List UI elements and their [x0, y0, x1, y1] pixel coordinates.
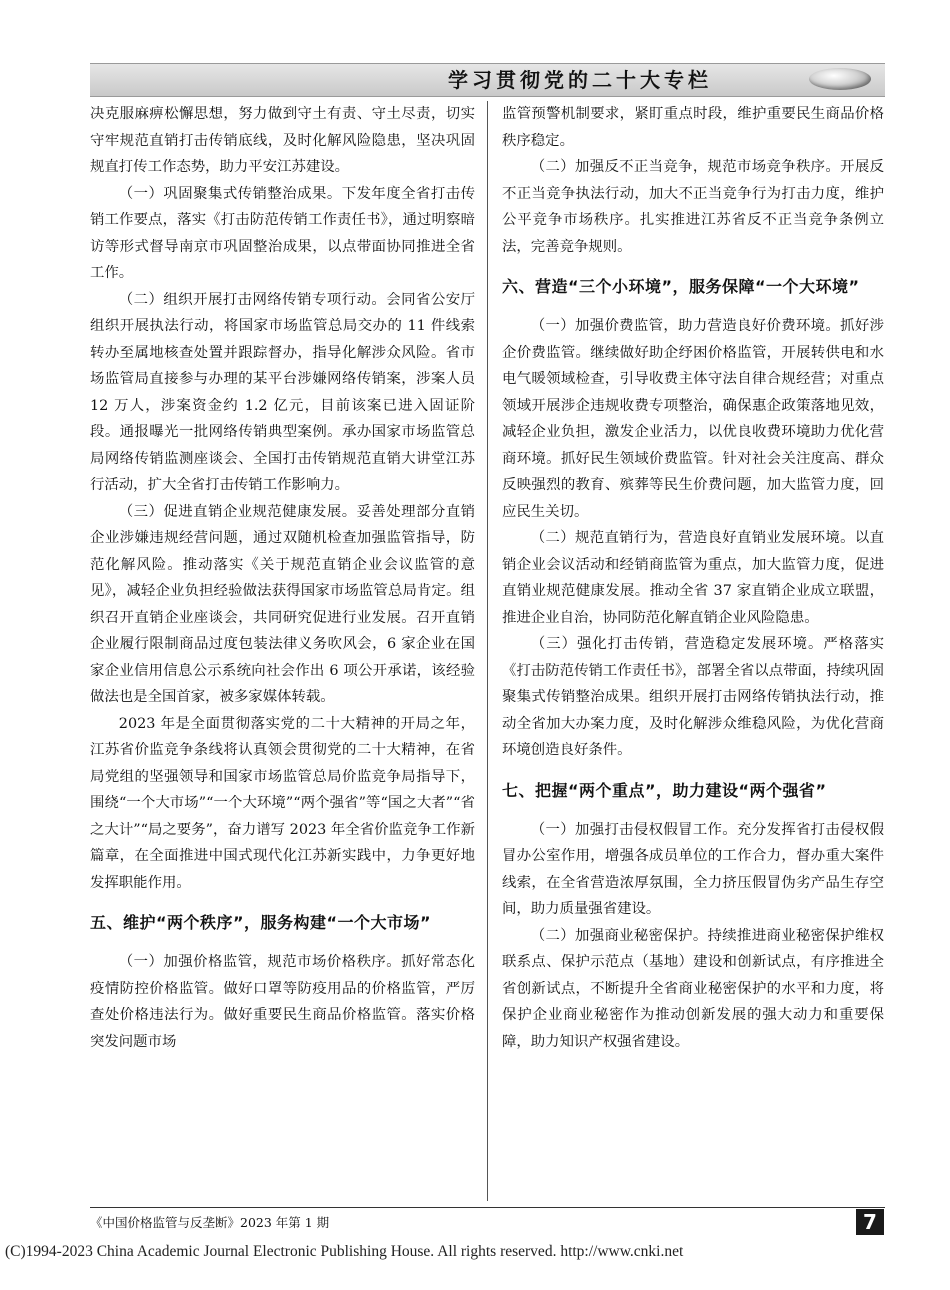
- oval-ornament-icon: [809, 68, 871, 90]
- column-header-banner: [90, 63, 885, 97]
- paragraph: （二）加强商业秘密保护。持续推进商业秘密保护维权联系点、保护示范点（基地）建设和创新试点，有序推进全省创新试点，不断提升全省商业秘密保护的水平和力度，将保护企业商业秘密作为推动创新发展的强大动力和重要保障，助力知识产权强省建设。: [502, 927, 884, 1050]
- paragraph: （一）加强价格监管，规范市场价格秩序。抓好常态化疫情防控价格监管。做好口罩等防疫用品的价格监管，严厉查处价格违法行为。做好重要民生商品价格监管。落实价格突发问题市场: [90, 954, 475, 1050]
- column-divider: [487, 101, 488, 1201]
- section-heading-7: 七、把握“两个重点”，助力建设“两个强省”: [502, 780, 827, 800]
- column-title: 学习贯彻党的二十大专栏: [448, 68, 712, 92]
- paragraph: 2023 年是全面贯彻落实党的二十大精神的开局之年，江苏省价监竞争条线将认真领会贯彻党的二十大精神，在省局党组的坚强领导和国家市场监管总局价监竞争局指导下，围绕“一个大市场”“一个大环境”“两个强省”等“国之大者”“省之大计”“局之要务”，奋力谱写 2023 年全省价监竞争工作新篇章，在全面推进中国式现代化江苏新实践中，力争更好地发挥职能作用。: [90, 715, 475, 891]
- page-number: 7: [856, 1209, 884, 1235]
- footer-rule: [90, 1207, 885, 1208]
- copyright-notice: (C)1994-2023 China Academic Journal Electronic Publishing House. All rights reserved. http://www.cnki.net: [5, 1243, 684, 1260]
- section-heading-5: 五、维护“两个秩序”，服务构建“一个大市场”: [90, 913, 432, 932]
- paragraph: （二）组织开展打击网络传销专项行动。会同省公安厅组织开展执法行动，将国家市场监管总局交办的 11 件线索转办至属地核查处置并跟踪督办，指导化解涉众风险。省市场监管局直接参与办理的某平台涉嫌网络传销案，涉案人员 12 万人，涉案资金约 1.2 亿元，目前该案已进入固证阶段。通报曝光一批网络传销典型案例。承办国家市场监管总局网络传销监测座谈会、全国打击传销规范直销大讲堂江苏行活动，扩大全省打击传销工作影响力。: [90, 291, 475, 493]
- paragraph: （三）促进直销企业规范健康发展。妥善处理部分直销企业涉嫌违规经营问题，通过双随机检查加强监管指导，防范化解风险。推动落实《关于规范直销企业会议监管的意见》，减轻企业负担经验做法获得国家市场监管总局肯定。组织召开直销企业座谈会，共同研究促进行业发展。召开直销企业履行限制商品过度包装法律义务吹风会，6 家企业在国家企业信用信息公示系统向社会作出 6 项公开承诺，该经验做法也是全国首家，被多家媒体转载。: [90, 503, 475, 705]
- paragraph: 监管预警机制要求，紧盯重点时段，维护重要民生商品价格秩序稳定。: [502, 106, 884, 149]
- paragraph: （一）巩固聚集式传销整治成果。下发年度全省打击传销工作要点，落实《打击防范传销工作责任书》，通过明察暗访等形式督导南京市巩固整治成果，以点带面协同推进全省工作。: [90, 185, 475, 281]
- journal-citation: 《中国价格监管与反垄断》2023 年第 1 期: [90, 1215, 330, 1230]
- paragraph: （一）加强打击侵权假冒工作。充分发挥省打击侵权假冒办公室作用，增强各成员单位的工作合力，督办重大案件线索，在全省营造浓厚氛围，全力挤压假冒伪劣产品生存空间，助力质量强省建设。: [502, 821, 884, 917]
- section-heading-6: 六、营造“三个小环境”，服务保障“一个大环境”: [502, 277, 860, 296]
- left-column: [90, 101, 475, 1199]
- paragraph: （二）规范直销行为，营造良好直销业发展环境。以直销企业会议活动和经销商监管为重点，加大监管力度，促进直销业规范健康发展。推动全省 37 家直销企业成立联盟，推进企业自治，协同防范化解直销企业风险隐患。: [502, 530, 884, 626]
- paragraph: （三）强化打击传销，营造稳定发展环境。严格落实《打击防范传销工作责任书》，部署全省以点带面，持续巩固聚集式传销整治成果。组织开展打击网络传销执法行动，推动全省加大办案力度，及时化解涉众维稳风险，为优化营商环境创造良好条件。: [502, 636, 884, 758]
- right-column: [502, 101, 884, 1199]
- paragraph: （一）加强价费监管，助力营造良好价费环境。抓好涉企价费监管。继续做好助企纾困价格监管，开展转供电和水电气暖领域检查，引导收费主体守法自律合规经营；对重点领域开展涉企违规收费专项整治，确保惠企政策落地见效，减轻企业负担，激发企业活力，以优良收费环境助力优化营商环境。抓好民生领域价费监管。针对社会关注度高、群众反映强烈的教育、殡葬等民生价费问题，加大监管力度，回应民生关切。: [502, 318, 884, 520]
- paragraph: 决克服麻痹松懈思想，努力做到守土有责、守土尽责，切实守牢规范直销打击传销底线，及时化解风险隐患，坚决巩固规直打传工作态势，助力平安江苏建设。: [90, 106, 475, 175]
- paragraph: （二）加强反不正当竞争，规范市场竞争秩序。开展反不正当竞争执法行动，加大不正当竞争行为打击力度，维护公平竞争市场秩序。扎实推进江苏省反不正当竞争条例立法，完善竞争规则。: [502, 159, 884, 255]
